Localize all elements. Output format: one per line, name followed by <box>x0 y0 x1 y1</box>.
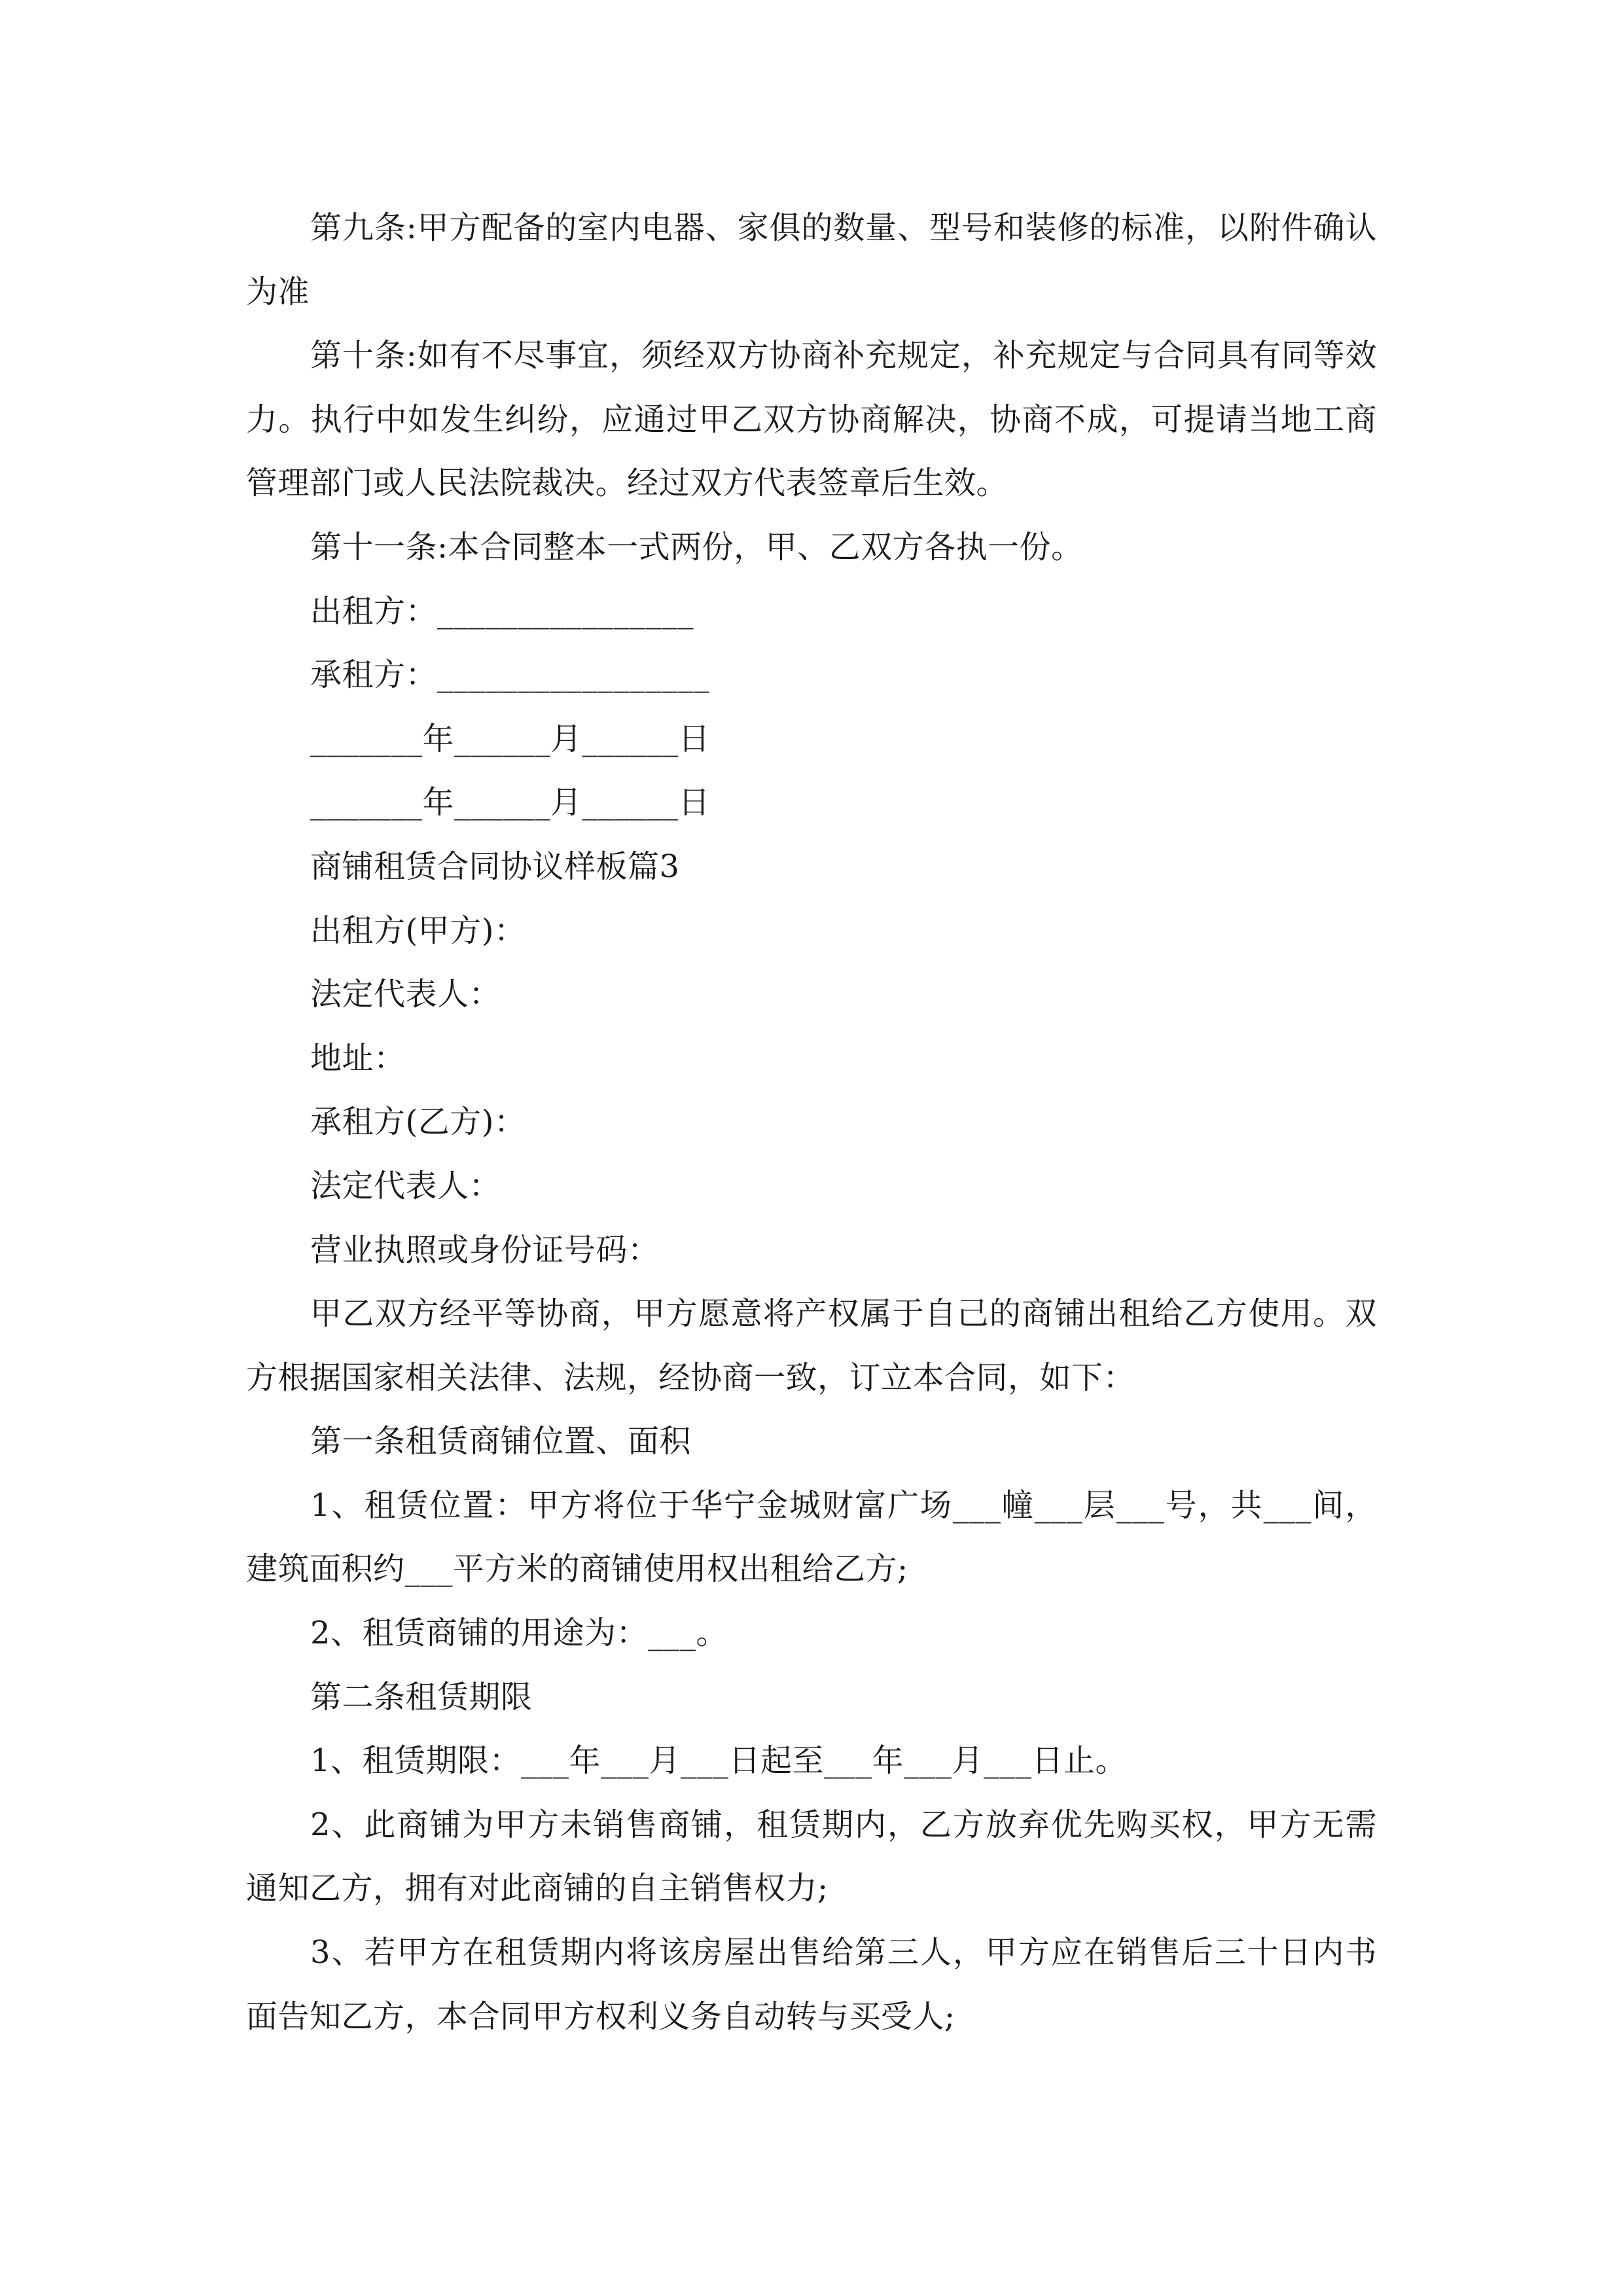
party-b-id-number: 营业执照或身份证号码： <box>310 1231 660 1268</box>
party-b-representative: 法定代表人： <box>310 1167 501 1204</box>
article-1-heading: 第一条租赁商铺位置、面积 <box>310 1423 692 1460</box>
article-2-heading: 第二条租赁期限 <box>310 1678 533 1715</box>
lessee-signature: 承租方：_________________ <box>310 656 710 694</box>
lessor-signature: 出租方：________________ <box>310 592 694 630</box>
section-title: 商铺租赁合同协议样板篇3 <box>310 848 680 885</box>
clause-10: 第十条:如有不尽事宜，须经双方协商补充规定，补充规定与合同具有同等效力。执行中如发生纠纷，应通过甲乙双方协商解决，协商不成，可提请当地工商管理部门或人民法院裁决。经过双方代表签章后生效。 <box>246 337 1377 502</box>
document-body <box>246 196 1377 2049</box>
article-2-item-1: 1、租赁期限：___年___月___日起至___年___月___日止。 <box>310 1742 1128 1780</box>
article-2-item-2: 2、此商铺为甲方未销售商铺，租赁期内，乙方放弃优先购买权，甲方无需通知乙方，拥有对此商铺的自主销售权力; <box>246 1806 1377 1907</box>
party-b-label: 承租方(乙方)： <box>310 1103 526 1141</box>
preamble: 甲乙双方经平等协商，甲方愿意将产权属于自己的商铺出租给乙方使用。双方根据国家相关法律、法规，经协商一致，订立本合同，如下： <box>246 1295 1377 1396</box>
party-a-representative: 法定代表人： <box>310 976 501 1013</box>
signature-date-2: _______年______月______日 <box>310 784 711 821</box>
party-a-address: 地址： <box>310 1039 406 1077</box>
signature-date-1: _______年______月______日 <box>310 720 711 757</box>
party-a-label: 出租方(甲方)： <box>310 912 526 949</box>
article-2-item-3: 3、若甲方在租赁期内将该房屋出售给第三人，甲方应在销售后三十日内书面告知乙方，本合同甲方权利义务自动转与买受人; <box>246 1934 1377 2035</box>
clause-11: 第十一条:本合同整本一式两份，甲、乙双方各执一份。 <box>310 528 1083 565</box>
article-1-item-2: 2、租赁商铺的用途为：___。 <box>310 1615 728 1652</box>
clause-9: 第九条:甲方配备的室内电器、家俱的数量、型号和装修的标准，以附件确认为准 <box>246 209 1377 310</box>
article-1-item-1: 1、租赁位置：甲方将位于华宁金城财富广场___幢___层___号，共___间，建筑面积约___平方米的商铺使用权出租给乙方; <box>246 1486 1377 1588</box>
